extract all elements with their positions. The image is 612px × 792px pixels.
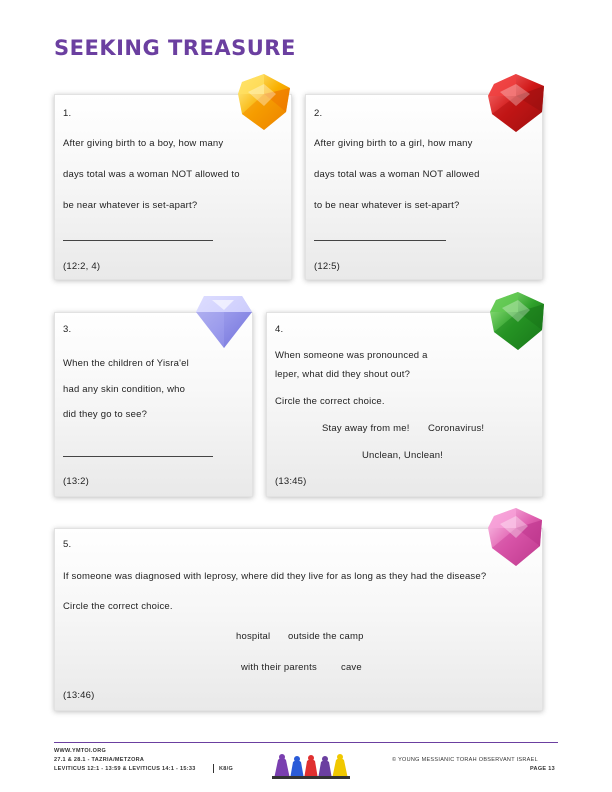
question-number: 3. xyxy=(63,324,72,335)
green-gem-icon xyxy=(488,290,548,352)
question-line: did they go to see? xyxy=(63,409,148,420)
footer-website: WWW.YMTOI.ORG xyxy=(54,748,107,754)
question-line: be near whatever is set-apart? xyxy=(63,200,198,211)
question-line: days total was a woman NOT allowed to xyxy=(63,169,240,180)
question-line: If someone was diagnosed with leprosy, where did they live for as long as they had the disease? xyxy=(63,571,487,582)
choice-option[interactable]: outside the camp xyxy=(288,631,364,642)
scripture-ref: (13:46) xyxy=(63,690,95,701)
footer-separator xyxy=(213,764,214,773)
question-line: days total was a woman NOT allowed xyxy=(314,169,480,180)
scripture-ref: (13:45) xyxy=(275,476,307,487)
question-line: to be near whatever is set-apart? xyxy=(314,200,460,211)
choice-option[interactable]: Coronavirus! xyxy=(428,423,485,434)
footer-divider xyxy=(54,742,558,743)
choice-option[interactable]: with their parents xyxy=(241,662,317,673)
choice-option[interactable]: Unclean, Unclean! xyxy=(362,450,444,461)
question-line: After giving birth to a girl, how many xyxy=(314,138,473,149)
question-line: had any skin condition, who xyxy=(63,384,186,395)
question-number: 1. xyxy=(63,108,72,119)
footer-scripture: LEVITICUS 12:1 - 13:59 & LEVITICUS 14:1 - 15:33 xyxy=(54,766,196,772)
question-number: 5. xyxy=(63,539,72,550)
footer-grade: K8/G xyxy=(219,766,234,772)
question-number: 4. xyxy=(275,324,284,335)
choice-option[interactable]: cave xyxy=(341,662,362,673)
scripture-ref: (12:2, 4) xyxy=(63,261,101,272)
ymtoi-logo-icon xyxy=(270,752,356,780)
choice-option[interactable]: Stay away from me! xyxy=(322,423,410,434)
choice-option[interactable]: hospital xyxy=(236,631,271,642)
footer-page-number: PAGE 13 xyxy=(530,766,555,772)
question-line: leper, what did they shout out? xyxy=(275,369,411,380)
answer-blank[interactable] xyxy=(314,240,446,241)
scripture-ref: (13:2) xyxy=(63,476,90,487)
question-line: After giving birth to a boy, how many xyxy=(63,138,224,149)
page-title: SEEKING TREASURE xyxy=(54,36,296,60)
question-line: When the children of Yisra'el xyxy=(63,358,189,369)
footer-portion: 27.1 & 28.1 - TAZRIA/METZORA xyxy=(54,757,145,763)
answer-blank[interactable] xyxy=(63,240,213,241)
question-number: 2. xyxy=(314,108,323,119)
instruction-text: Circle the correct choice. xyxy=(63,601,173,612)
pink-gem-icon xyxy=(486,506,546,568)
scripture-ref: (12:5) xyxy=(314,261,341,272)
question-line: When someone was pronounced a xyxy=(275,350,428,361)
instruction-text: Circle the correct choice. xyxy=(275,396,385,407)
lavender-gem-icon xyxy=(194,290,254,350)
answer-blank[interactable] xyxy=(63,456,213,457)
footer-copyright: © YOUNG MESSIANIC TORAH OBSERVANT ISRAEL xyxy=(392,757,538,763)
question-card-5 xyxy=(54,528,543,711)
red-gem-icon xyxy=(486,72,548,134)
yellow-gem-icon xyxy=(234,72,294,134)
